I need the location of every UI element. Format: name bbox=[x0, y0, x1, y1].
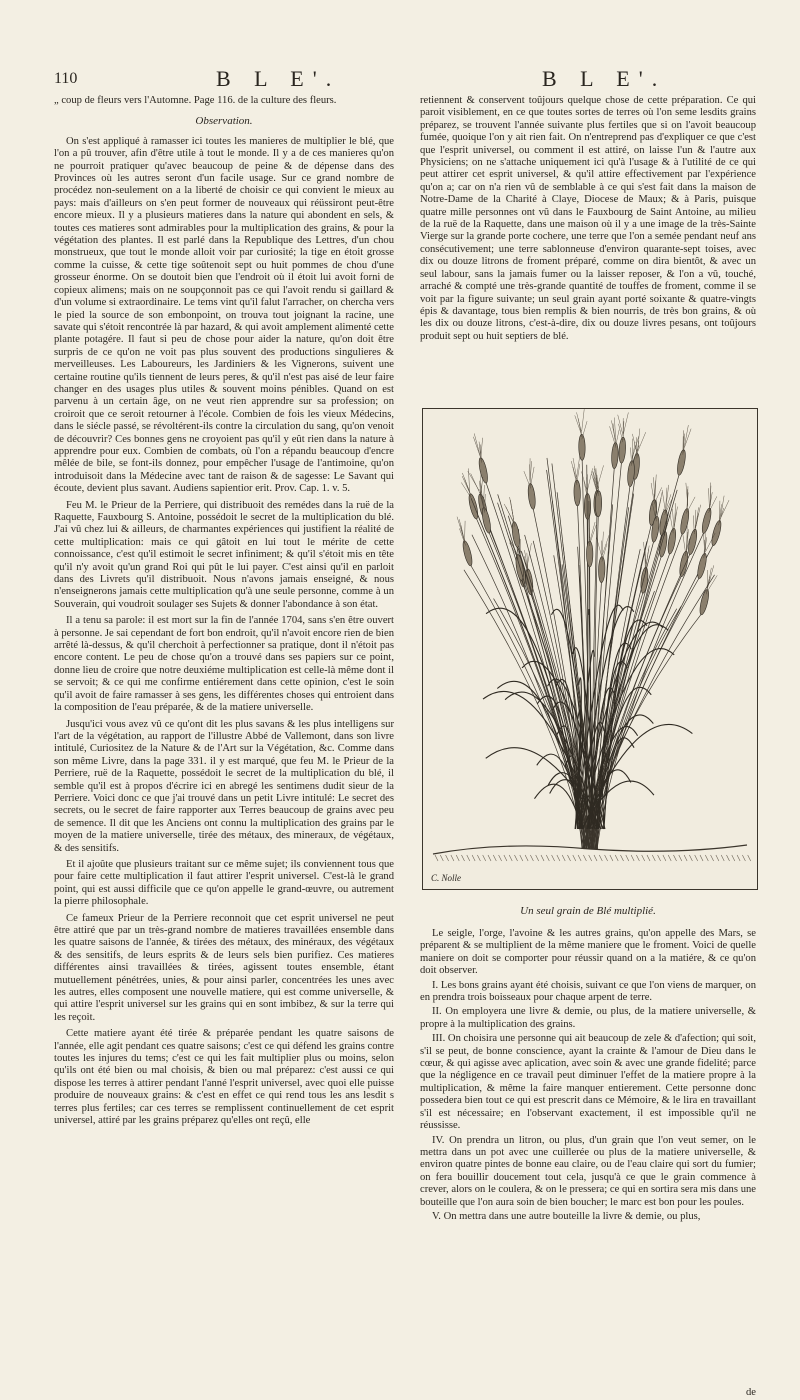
paragraph: Feu M. le Prieur de la Perriere, qui distribuoit des remédes dans la ruë de la Raquette, Fauxbourg S. Antoine, possédoit le secret de la multiplication du blé. J'ai vû chez lui & ailleurs, de charmantes expériences qui justifient la réalité de cette multiplication: mais ce qui gâtoit en lui tout le mérite de cette connoissance, c'est qu'il estimoit le secret infiniment; & qu'il s'étoit mis en tête qu'il n'y avoit qu'un grand Roi qui pût le lui payer. C'est ainsi qu'il en parloit dans des Livrets qu'il distribuoit. Nous n'avons jamais enseigné, & nous n'enseignerons jamais cette multiplication qu'à une seule personne, comme à un Souverain, qui voudroit soulager ses Sujets & donner l'abondance à son état. bbox=[54, 499, 394, 610]
plate-signature: C. Nolle bbox=[431, 873, 462, 883]
right-column-bottom bbox=[420, 928, 756, 1225]
paragraph: On s'est appliqué à ramasser ici toutes les manieres de multiplier le blé, que l'on a pû trouver, afin d'être utile à tout le monde. Il y a de ces manieres qu'on ne pourroit pratiquer qu'avec beaucoup de peine & de dépense dans des Provinces où les autres seront d'un facile usage. Sur ce grand nombre de procédez non-seulement on a la liberté de choisir ce qui convient le mieux au pays: mais d'ailleurs on s'en peut former de nouveaux qui réüssiront peut-être encore mieux. Il y a plusieurs matieres dans la nature qui abondent en sels, & toutes ces matieres sont admirables pour la multiplication des grains, & pour la végétation des plantes. Il est parlé dans la Republique des Lettres, d'un chou monstrueux, que tout le monde alloit voir par curiosité; la tige en étoit grosse comme la cuisse, & cette tige soûtenoit sept ou huit pommes de chou d'une grosseur énorme. On se doutoit bien que l'endroit où il étoit lui avoit forni de copieux alimens; mais on ne soupçonnoit pas ce qui l'avoit rendu si gaillard & d'un volume si extraordinaire. Le tems vint qu'il falut l'arracher, on chercha vers le pied la source de son embonpoint, on trouva tout joignant la racine, une savate qui s'étoit rencontrée là par hazard, & qui avoit amplement alimenté cette plante potagére. Il faut si peu de chose pour aider la nature, qu'on doit être surpris de ce qu'on ne voit pas plus souvent des productions singulieres & merveilleuses. Les Laboureurs, les Jardiniers & les Vignerons, suivent une certaine routine qu'ils tiennent de leurs peres, & qu'il n'est pas aisé de leur faire changer en des usages plus utiles & souvent moins pénibles. Quand on est parvenu à un certain âge, on ne veut rien apprendre sur sa profession; on croiroit que ce seroit retourner à l'école. Combien de fois les vieux Médecins, dans le siécle passé, se révoltérent-ils contre la circulation du sang, qu'on venoit de découvrir? Ces bonnes gens ne croyoient pas qu'il y eût rien dans la nature à apprendre pour eux. Combien de combats, où l'on a répandu beaucoup d'encre mêlée de bile, se font-ils donnez, pour empêcher l'usage de l'antimoine, qu'on introduisoit dans la Médecine avec tant de raison & de sagesse: Le Savant qui écoute, devient plus savant. Audiens sapientior erit. Prov. Cap. 1. v. 5. bbox=[54, 135, 394, 495]
right-column-top bbox=[420, 95, 756, 343]
paragraph: Jusqu'ici vous avez vû ce qu'ont dit les plus savans & les plus intelligens sur l'art de la végétation, au rapport de l'illustre Abbé de Vallemont, dans son livre intitulé, Curiositez de la Nature & de l'Art sur la Végétation, &c. Comme dans son même Livre, dans la page 331. il y est marqué, que feu M. le Prieur de la Perriere, ruë de la Raquette, possédoit le secret de la multiplication du blé, il semble qu'il est à propos d'écrire ici en abregé les sentimens dudit sieur de la Perriere. Voici donc ce que j'ai trouvé dans un petit Livre intitulé: Le secret des secrets, ou le secret de faire rapporter aux Terres beaucoup de grains avec peu de semence. Il dit que les Anciens ont connu la multiplication des grains par le moyen de la matiere universelle, tirée des métaux, des mineraux, de végétaux, & des sensitifs. bbox=[54, 718, 394, 854]
left-column bbox=[54, 95, 394, 1132]
running-head-right: B L E'. bbox=[542, 66, 667, 91]
paragraph: I. Les bons grains ayant été choisis, suivant ce que l'on viens de marquer, on en prendra trois boisseaux pour chaque arpent de terre. bbox=[420, 979, 756, 1004]
paragraph: retiennent & conservent toûjours quelque chose de cette préparation. Ce qui paroit visiblement, en ce que toutes sortes de terres où l'on seme lesdits grains préparez, se trouvent l'année suivante plus fertiles que si on l'avoit beaucoup fumée, quoique l'on y ait rien fait. On n'entreprend pas d'expliquer ce que c'est que l'esprit universel, ou comment il est attiré, on laisse l'un & l'autre aux Physiciens; on ne s'attache uniquement ici qu'à l'usage & à l'utilité de ce qui peut attirer cet esprit universel, & qu'il attire effectivement par l'expérience qu'on a; car on n'a rien vû de semblable à ce qui s'est fait dans la maison de Notre-Dame de la Charité à Claye, Diocese de Maux; & à Paris, puisque quatre mille personnes ont vû dans le Fauxbourg de Saint Antoine, au milieu de la ruë de la Raquette, dans une maison où il y a une image de la très-Sainte Vierge sur la grande porte cochere, une terre que l'on a semée pendant neuf ans consécutivement; une terre sablonneuse d'environ quarante-sept toises, avec dix ou douze litrons de froment préparé, comme on dira bientôt, & avec un seul labour, sans la jamais fumer ou la laisser reposer, & l'on a vû, touché, arraché & compté une très-grande quantité de touffes de froment, comme il se voit par la figure suivante; un seul grain ayant porté soixante & quatre-vingts épis & davantage, tous bien remplis & bien nourris, de très bon grains, & où les dix ou douze litrons, c'est-à-dire, dix ou douze livres pesans, ont toûjours produit sept ou huit septiers de blé. bbox=[420, 95, 756, 342]
wheat-tuft-illustration bbox=[423, 409, 757, 889]
paragraph: Et il ajoûte que plusieurs traitant sur ce même sujet; ils conviennent tous que pour faire cette multiplication il faut attirer l'esprit universel. C'est-là le grand point, qui est aussi difficile que ce qu'on appelle le grand-œuvre, ou autrement la pierre philosophale. bbox=[54, 858, 394, 908]
observation-heading: Observation. bbox=[195, 115, 253, 128]
plate-caption: Un seul grain de Blé multiplié. bbox=[520, 905, 656, 917]
paragraph: V. On mettra dans une autre bouteille la livre & demie, ou plus, bbox=[432, 1210, 701, 1222]
running-head-left: B L E'. bbox=[216, 66, 341, 91]
catchword: de bbox=[746, 1387, 756, 1398]
page-number: 110 bbox=[54, 70, 78, 87]
paragraph: Le seigle, l'orge, l'avoine & les autres grains, qu'on appelle des Mars, se préparent & se multiplient de la même maniere que le froment. Voici de quelle maniere on doit se comporter pour réussir quand on a la matiére, & ce qu'on doit observer. bbox=[420, 928, 756, 977]
paragraph: III. On choisira une personne qui ait beaucoup de zele & d'afection; qui soit, s'il se peut, de bonne conscience, ayant la crainte & l'amour de Dieu dans le cœur, & qui agisse avec aplication, avec soin & avec une grande fidelité; parce que la négligence en ce travail peut diminuer l'effet de la matiere propre à la multiplication, & même la faire manquer entierement. Cette personne donc possedera bien tout ce qui est prescrit dans ce Mémoire, & le lira en travaillant s'il est nécessaire; en l'observant exactement, il est impossible qu'il ne réussisse. bbox=[420, 1033, 756, 1132]
paragraph: Ce fameux Prieur de la Perriere reconnoit que cet esprit universel ne peut être attiré que par un très-grand nombre de matieres travaillées ensemble dans les quatre saisons de l'année, & tirées des métaux, des minéraux, des végétaux & des sensitifs, de leurs esprits & de leurs sels bien purifiez. Ces matieres différentes ainsi travaillées & tirées, agissent toutes ensemble, étant mutuellement pénétrées, unies, & pour ainsi parler, concentrées les unes avec les autres, elles composent une nouvelle matiere, qui est comme universelle, & qui attire l'esprit universel sur les grains qui en sont imbibez, & sur la terre qui les reçoit. bbox=[54, 912, 394, 1023]
opening-line: „ coup de fleurs vers l'Automne. Page 116. de la culture des fleurs. bbox=[54, 95, 337, 106]
paragraph: Il a tenu sa parole: il est mort sur la fin de l'année 1704, sans s'en être ouvert à personne. Je sai cependant de fort bon endroit, qu'il n'avoit encore rien de bien arrêté là-dessus, & qu'il cherchoit à perfectionner sa pratique, dont il n'étoit pas encore content. Le peu de chose qu'on a trouvé dans ses papiers sur ce point, donne lieu de croire que notre deuxiéme multiplication est celle-là même dont il se servoit; & ce qui me confirme entiérement dans cette opinion, c'est le soin qu'il avoit de faire ramasser à ses gens, les différentes choses qui entroient dans la composition de l'eau préparée, & de la matiere universelle. bbox=[54, 615, 394, 714]
wheat-engraving-plate bbox=[422, 408, 758, 890]
paragraph: II. On employera une livre & demie, ou plus, de la matiere universelle, & propre à la multiplication des grains. bbox=[420, 1006, 756, 1030]
paragraph: Cette matiere ayant été tirée & préparée pendant les quatre saisons de l'année, elle agit pendant ces quatre saisons; c'est ce qui défend les grains contre toutes les injures du tems; c'est ce qui les fait multiplier plus ou moins, selon qu'ils ont été bien ou mal choisis, & bien ou mal préparez: c'est aussi ce qui dispose les terres à attirer pendant l'anné l'esprit universel, avec quoi elle puisse produire de nouveaux grains: & c'est en effet ce qui rend tous les ans lesdit s terres plus fertiles; car ces terres se remplissent continuellement de cet esprit universel, attiré par les grains préparez qu'elles ont reçû, elle bbox=[54, 1028, 394, 1127]
paragraph: IV. On prendra un litron, ou plus, d'un grain que l'on veut semer, on le mettra dans un pot avec une cuillerée ou plus de la matiere universelle, & environ quatre pintes de bonne eau claire, ou de l'eau claire qui sort du fumier; on fera bouillir doucement tout cela, jusqu'à ce que le grain commence à crever, alors on le coulera, & on le pressera; ce qui en sortira sera mis dans une bouteille que l'on aura soin de bien boucher; le marc est bon pour les poules. bbox=[420, 1134, 756, 1208]
